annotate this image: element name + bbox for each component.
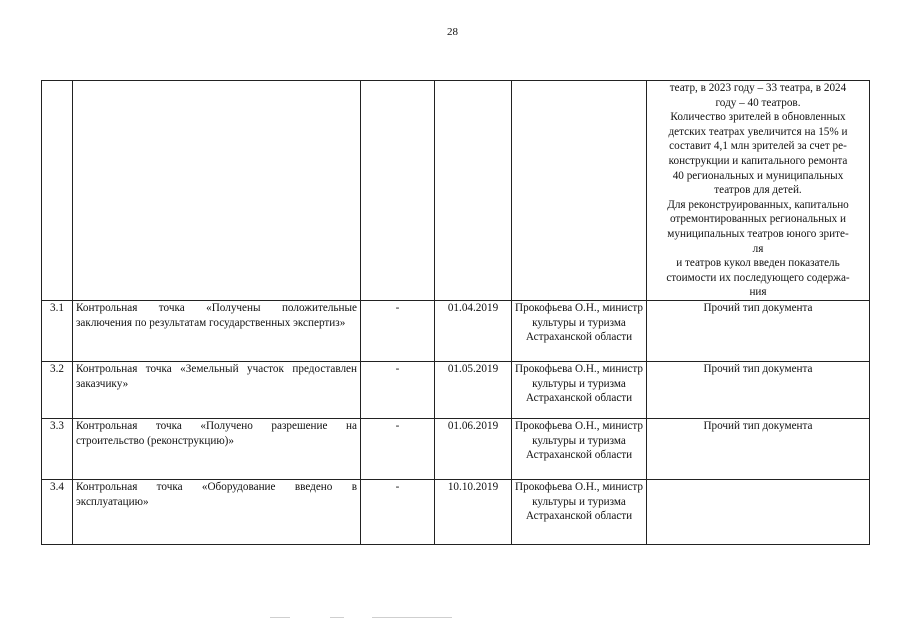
- checkpoint-name: Контрольная точка «Оборудование введено в эксплуатацию»: [73, 480, 361, 545]
- responsible-person: Прокофьева О.Н., министр культуры и туризма Астраханской области: [512, 362, 647, 419]
- checkpoint-name: Контрольная точка «Получено разрешение на строительство (реконструкцию)»: [73, 419, 361, 480]
- cell-name: [73, 81, 361, 301]
- table-row-continuation: [42, 81, 870, 301]
- cell-number: [42, 81, 73, 301]
- due-date: 01.04.2019: [435, 301, 512, 362]
- responsible-person: Прокофьева О.Н., министр культуры и туризма Астраханской области: [512, 419, 647, 480]
- description-line: детских театрах увеличится на 15% и: [668, 125, 848, 138]
- page-number: 28: [447, 26, 458, 38]
- row-number: 3.2: [42, 362, 73, 419]
- description-line: составит 4,1 млн зрителей за счет ре-: [669, 140, 847, 153]
- document-type: Прочий тип документа: [647, 301, 870, 362]
- cell-date: [435, 81, 512, 301]
- row-number: 3.1: [42, 301, 73, 362]
- empty-value-dash: -: [361, 301, 435, 362]
- scan-artifact: [372, 617, 452, 618]
- cell-responsible: [512, 81, 647, 301]
- document-type: Прочий тип документа: [647, 419, 870, 480]
- empty-value-dash: -: [361, 480, 435, 545]
- row-number: 3.4: [42, 480, 73, 545]
- description-line: муниципальных театров юного зрите-: [667, 227, 849, 240]
- document-type: [647, 480, 870, 545]
- empty-value-dash: -: [361, 362, 435, 419]
- due-date: 01.06.2019: [435, 419, 512, 480]
- due-date: 01.05.2019: [435, 362, 512, 419]
- description-line: театр, в 2023 году – 33 театра, в 2024: [669, 82, 847, 94]
- checkpoint-name: Контрольная точка «Получены положительные заключения по результатам государственных экспертиз»: [73, 301, 361, 362]
- table-row: [42, 301, 870, 362]
- due-date: 10.10.2019: [435, 480, 512, 545]
- description-line: отремонтированных региональных и: [669, 213, 847, 226]
- description-line: году – 40 театров.: [715, 96, 801, 109]
- description-line: конструкции и капитального ремонта: [668, 154, 848, 167]
- description-line: ля: [752, 242, 764, 255]
- schedule-table: [41, 80, 870, 545]
- responsible-person: Прокофьева О.Н., министр культуры и туризма Астраханской области: [512, 480, 647, 545]
- description-line: и театров кукол введен показатель: [676, 257, 840, 270]
- cell-dash: [361, 81, 435, 301]
- description-line: стоимости их последующего содержа-: [666, 271, 850, 284]
- description-line: Для реконструированных, капитально: [667, 198, 849, 211]
- scan-artifact: [330, 617, 344, 618]
- table-row: [42, 480, 870, 545]
- responsible-person: Прокофьева О.Н., министр культуры и туризма Астраханской области: [512, 301, 647, 362]
- table-row: [42, 362, 870, 419]
- checkpoint-name: Контрольная точка «Земельный участок предоставлен заказчику»: [73, 362, 361, 419]
- empty-value-dash: -: [361, 419, 435, 480]
- row-number: 3.3: [42, 419, 73, 480]
- description-line: Количество зрителей в обновленных: [670, 111, 846, 124]
- document-type: Прочий тип документа: [647, 362, 870, 419]
- description-line: театров для детей.: [714, 184, 802, 197]
- scan-artifact: [270, 617, 290, 618]
- description-line: ния: [749, 286, 767, 299]
- cell-result-description: [647, 81, 870, 301]
- table-row: [42, 419, 870, 480]
- description-line: 40 региональных и муниципальных: [672, 169, 844, 182]
